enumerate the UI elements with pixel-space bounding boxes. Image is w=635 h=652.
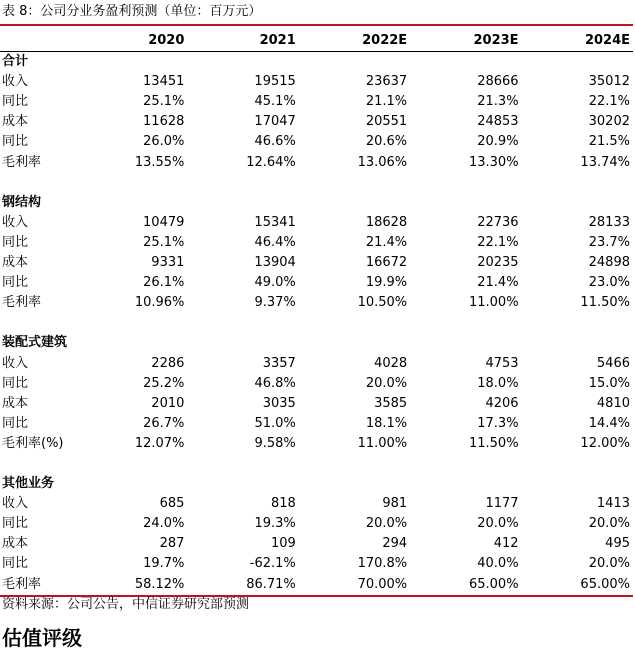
value-cell: 23.0% <box>588 275 630 291</box>
value-cell: 495 <box>605 536 630 552</box>
table-row <box>0 273 633 293</box>
value-cell: 685 <box>159 496 185 512</box>
value-cell: 21.1% <box>365 94 408 110</box>
value-cell: 45.1% <box>254 94 296 110</box>
table-row <box>0 354 633 374</box>
value-cell: 21.4% <box>365 234 408 250</box>
row-label: 同比 <box>2 134 29 150</box>
section-title: 装配式建筑 <box>2 335 68 351</box>
value-cell: 20.0% <box>588 556 630 572</box>
value-cell: 11628 <box>143 114 185 130</box>
value-cell: 22.1% <box>477 234 519 250</box>
row-label: 成本 <box>2 395 29 411</box>
row-label: 同比 <box>2 275 29 291</box>
table-row <box>0 394 633 414</box>
value-cell: 24898 <box>588 255 630 271</box>
value-cell: 20.6% <box>365 134 408 150</box>
value-cell: 981 <box>382 496 408 512</box>
value-cell: 25.1% <box>143 234 185 250</box>
row-label: 毛利率(%) <box>2 435 64 451</box>
value-cell: 23.7% <box>588 234 630 250</box>
value-cell: 1177 <box>485 496 519 512</box>
table-row <box>0 132 633 152</box>
value-cell: 20.0% <box>477 516 519 532</box>
table-row <box>0 554 633 574</box>
row-label: 毛利率 <box>2 154 42 170</box>
value-cell: 10.96% <box>134 295 185 311</box>
table-row <box>0 293 633 313</box>
value-cell: 13.06% <box>357 154 408 170</box>
value-cell: -62.1% <box>249 556 296 572</box>
table-row <box>0 92 633 112</box>
table-row <box>0 534 633 554</box>
value-cell: 28666 <box>477 74 519 90</box>
value-cell: 4753 <box>485 355 519 371</box>
header-cell: 2023E <box>473 33 519 48</box>
value-cell: 25.1% <box>143 94 185 110</box>
table-row <box>0 414 633 434</box>
value-cell: 21.5% <box>588 134 630 150</box>
value-cell: 46.4% <box>254 234 296 250</box>
value-cell: 818 <box>270 496 296 512</box>
value-cell: 65.00% <box>580 576 630 592</box>
value-cell: 12.00% <box>580 435 630 451</box>
value-cell: 1413 <box>596 496 630 512</box>
value-cell: 70.00% <box>357 576 408 592</box>
value-cell: 20.0% <box>365 516 408 532</box>
header-cell: 2024E <box>584 33 630 48</box>
table-row <box>0 514 633 534</box>
value-cell: 15341 <box>254 214 296 230</box>
section-row <box>0 193 633 213</box>
value-cell: 58.12% <box>134 576 185 592</box>
table-row <box>0 253 633 273</box>
section-title: 钢结构 <box>2 194 42 210</box>
value-cell: 46.8% <box>254 375 296 391</box>
value-cell: 10.50% <box>357 295 408 311</box>
row-label: 成本 <box>2 255 29 271</box>
table-row <box>0 213 633 233</box>
value-cell: 9331 <box>151 255 185 271</box>
value-cell: 11.50% <box>580 295 630 311</box>
value-cell: 19.3% <box>254 516 296 532</box>
value-cell: 2286 <box>151 355 185 371</box>
value-cell: 3585 <box>374 395 408 411</box>
row-label: 收入 <box>2 214 29 230</box>
section-row <box>0 333 633 353</box>
value-cell: 9.37% <box>254 295 296 311</box>
table-row <box>0 72 633 92</box>
value-cell: 49.0% <box>254 275 296 291</box>
value-cell: 11.00% <box>357 435 408 451</box>
value-cell: 13904 <box>254 255 296 271</box>
value-cell: 16672 <box>365 255 408 271</box>
row-label: 收入 <box>2 496 29 512</box>
value-cell: 9.58% <box>254 435 296 451</box>
value-cell: 24853 <box>477 114 519 130</box>
spacer-cell <box>0 454 633 474</box>
row-label: 毛利率 <box>2 576 42 592</box>
row-label: 毛利率 <box>2 295 42 311</box>
value-cell: 22.1% <box>588 94 630 110</box>
value-cell: 21.3% <box>477 94 519 110</box>
value-cell: 13.55% <box>134 154 185 170</box>
value-cell: 40.0% <box>477 556 519 572</box>
value-cell: 19.7% <box>143 556 185 572</box>
value-cell: 13451 <box>143 74 185 90</box>
value-cell: 4028 <box>374 355 408 371</box>
value-cell: 14.4% <box>588 415 630 431</box>
forecast-table <box>0 31 633 597</box>
spacer-row <box>0 454 633 474</box>
table-row <box>0 374 633 394</box>
value-cell: 412 <box>493 536 519 552</box>
value-cell: 294 <box>382 536 408 552</box>
row-label: 同比 <box>2 94 29 110</box>
row-label: 同比 <box>2 516 29 532</box>
value-cell: 4810 <box>596 395 630 411</box>
value-cell: 26.1% <box>143 275 185 291</box>
value-cell: 19515 <box>254 74 296 90</box>
table-row <box>0 233 633 253</box>
source-note: 资料来源：公司公告，中信证券研究部预测 <box>2 597 250 612</box>
value-cell: 109 <box>270 536 296 552</box>
value-cell: 20551 <box>365 114 408 130</box>
table-row <box>0 153 633 173</box>
value-cell: 18628 <box>365 214 408 230</box>
next-section-heading: 估值评级 <box>2 626 82 650</box>
value-cell: 19.9% <box>365 275 408 291</box>
value-cell: 20.9% <box>477 134 519 150</box>
value-cell: 26.7% <box>143 415 185 431</box>
table-row <box>0 112 633 132</box>
table-row <box>0 494 633 514</box>
value-cell: 2010 <box>151 395 185 411</box>
row-label: 成本 <box>2 536 29 552</box>
value-cell: 18.0% <box>477 375 519 391</box>
value-cell: 22736 <box>477 214 519 230</box>
spacer-cell <box>0 313 633 333</box>
value-cell: 23637 <box>365 74 408 90</box>
header-cell: 2021 <box>259 33 296 48</box>
value-cell: 25.2% <box>143 375 185 391</box>
value-cell: 86.71% <box>246 576 296 592</box>
value-cell: 28133 <box>588 214 630 230</box>
section-title: 合计 <box>2 54 29 70</box>
header-row <box>0 31 633 52</box>
value-cell: 35012 <box>588 74 630 90</box>
value-cell: 13.74% <box>580 154 630 170</box>
value-cell: 12.07% <box>134 435 185 451</box>
row-label: 同比 <box>2 375 29 391</box>
value-cell: 4206 <box>485 395 519 411</box>
table-row <box>0 434 633 454</box>
value-cell: 30202 <box>588 114 630 130</box>
value-cell: 51.0% <box>254 415 296 431</box>
row-label: 同比 <box>2 234 29 250</box>
caption-rule <box>0 24 633 26</box>
header-cell: 2020 <box>148 33 185 48</box>
table-caption: 表 8：公司分业务盈利预测（单位：百万元） <box>2 4 262 19</box>
value-cell: 287 <box>159 536 185 552</box>
value-cell: 26.0% <box>143 134 185 150</box>
value-cell: 21.4% <box>477 275 519 291</box>
value-cell: 65.00% <box>468 576 519 592</box>
value-cell: 11.00% <box>468 295 519 311</box>
row-label: 成本 <box>2 114 29 130</box>
value-cell: 3357 <box>262 355 296 371</box>
value-cell: 3035 <box>262 395 296 411</box>
value-cell: 17.3% <box>477 415 519 431</box>
value-cell: 13.30% <box>468 154 519 170</box>
value-cell: 10479 <box>143 214 185 230</box>
row-label: 收入 <box>2 74 29 90</box>
row-label: 同比 <box>2 415 29 431</box>
spacer-cell <box>0 173 633 193</box>
section-title: 其他业务 <box>2 476 55 492</box>
spacer-row <box>0 173 633 193</box>
value-cell: 18.1% <box>365 415 408 431</box>
table-row <box>0 575 633 596</box>
section-row <box>0 474 633 494</box>
section-row <box>0 52 633 73</box>
value-cell: 170.8% <box>357 556 408 572</box>
spacer-row <box>0 313 633 333</box>
row-label: 同比 <box>2 556 29 572</box>
value-cell: 20.0% <box>588 516 630 532</box>
value-cell: 5466 <box>596 355 630 371</box>
header-cell: 2022E <box>362 33 408 48</box>
value-cell: 20.0% <box>365 375 408 391</box>
value-cell: 12.64% <box>246 154 296 170</box>
value-cell: 46.6% <box>254 134 296 150</box>
value-cell: 15.0% <box>588 375 630 391</box>
row-label: 收入 <box>2 355 29 371</box>
header-cell <box>0 31 76 52</box>
value-cell: 11.50% <box>468 435 519 451</box>
value-cell: 24.0% <box>143 516 185 532</box>
value-cell: 17047 <box>254 114 296 130</box>
value-cell: 20235 <box>477 255 519 271</box>
